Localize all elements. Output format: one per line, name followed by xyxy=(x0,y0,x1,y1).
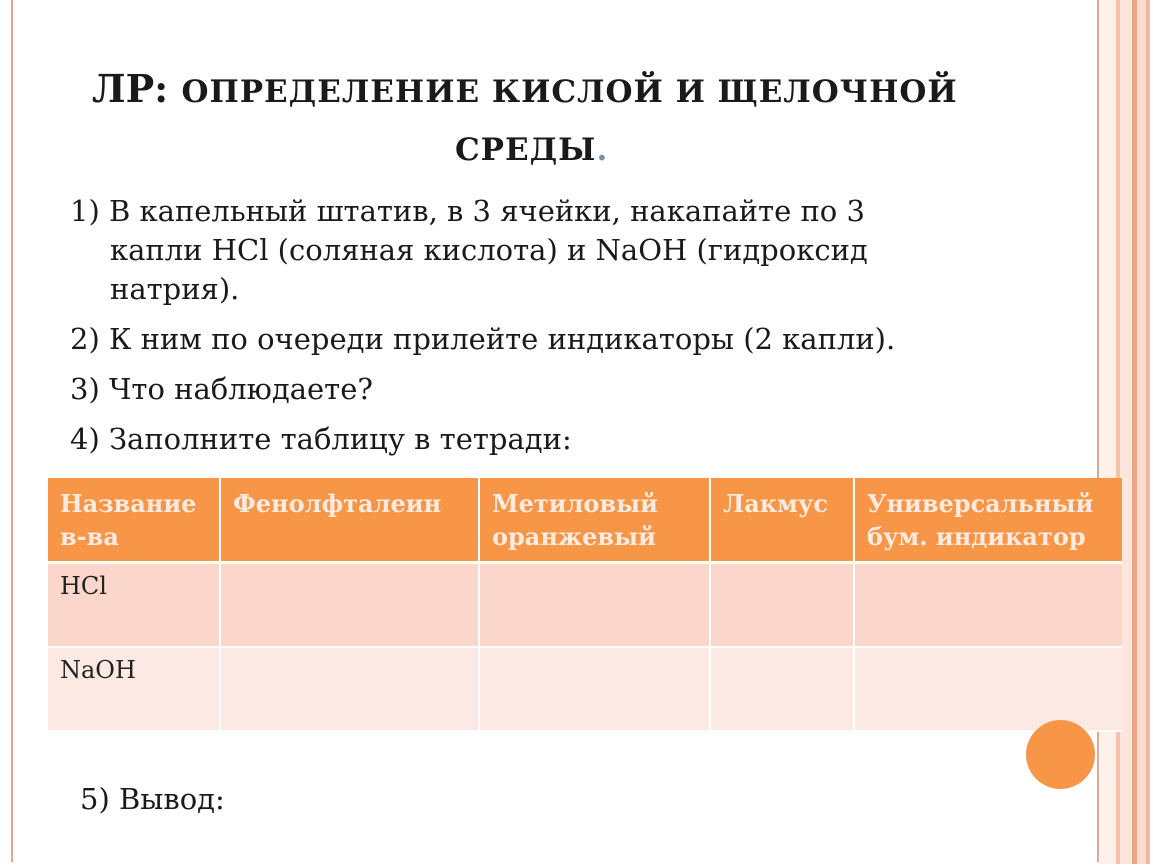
title-line-2: СРЕДЫ xyxy=(455,132,597,168)
header-methyl-orange-label: Метиловый оранжевый xyxy=(492,489,658,551)
steps-list xyxy=(70,192,1030,470)
step-4-text: 4) Заполните таблицу в тетради: xyxy=(70,422,572,456)
header-phenolphthalein-label: Фенолфталеин xyxy=(233,489,442,518)
table-cell[interactable] xyxy=(710,647,854,731)
step-1-text: 1) В капельный штатив, в 3 ячейки, накапайте по 3 капли HCl (соляная кислота) и NaOH (гидроксид натрия). xyxy=(70,194,868,306)
step-3 xyxy=(70,370,1030,409)
table-row xyxy=(48,563,1122,648)
step-3-text: 3) Что наблюдаете? xyxy=(70,372,373,406)
table-cell[interactable] xyxy=(710,563,854,648)
slide-title xyxy=(92,66,958,111)
step-2-text: 2) К ним по очереди прилейте индикаторы (2 капли). xyxy=(70,322,896,356)
table-cell[interactable] xyxy=(854,647,1122,731)
indicator-table xyxy=(48,478,1122,732)
stripe xyxy=(1120,0,1132,864)
table-cell: NaOH xyxy=(48,647,220,731)
table-row xyxy=(48,647,1122,731)
conclusion: 5) Вывод: xyxy=(80,782,225,816)
table-header-row xyxy=(48,478,1122,563)
table-cell[interactable] xyxy=(479,647,710,731)
stripe xyxy=(1100,0,1116,864)
step-1 xyxy=(70,192,1030,309)
stripe xyxy=(1146,0,1150,864)
header-substance-label: Название в-ва xyxy=(60,489,197,551)
table-cell[interactable] xyxy=(854,563,1122,648)
title-dot: . xyxy=(596,132,609,168)
header-litmus xyxy=(710,478,854,563)
table-cell: HCl xyxy=(48,563,220,648)
table-cell[interactable] xyxy=(220,563,479,648)
slide-title-line-2 xyxy=(455,132,608,168)
header-methyl-orange xyxy=(479,478,710,563)
header-universal-indicator xyxy=(854,478,1122,563)
header-universal-indicator-label: Универсальный бум. индикатор xyxy=(867,489,1094,551)
decorative-stripes xyxy=(1100,0,1150,864)
table-cell[interactable] xyxy=(479,563,710,648)
header-substance xyxy=(48,478,220,563)
step-2 xyxy=(70,320,1030,359)
stripe xyxy=(1137,0,1146,864)
title-line-1: ОПРЕДЕЛЕНИЕ КИСЛОЙ И ЩЕЛОЧНОЙ xyxy=(181,74,958,110)
header-litmus-label: Лакмус xyxy=(723,489,828,518)
title-abbreviation: ЛР: xyxy=(92,66,169,111)
decorative-circle xyxy=(1026,720,1095,789)
step-4 xyxy=(70,420,1030,459)
header-phenolphthalein xyxy=(220,478,479,563)
table-cell[interactable] xyxy=(220,647,479,731)
